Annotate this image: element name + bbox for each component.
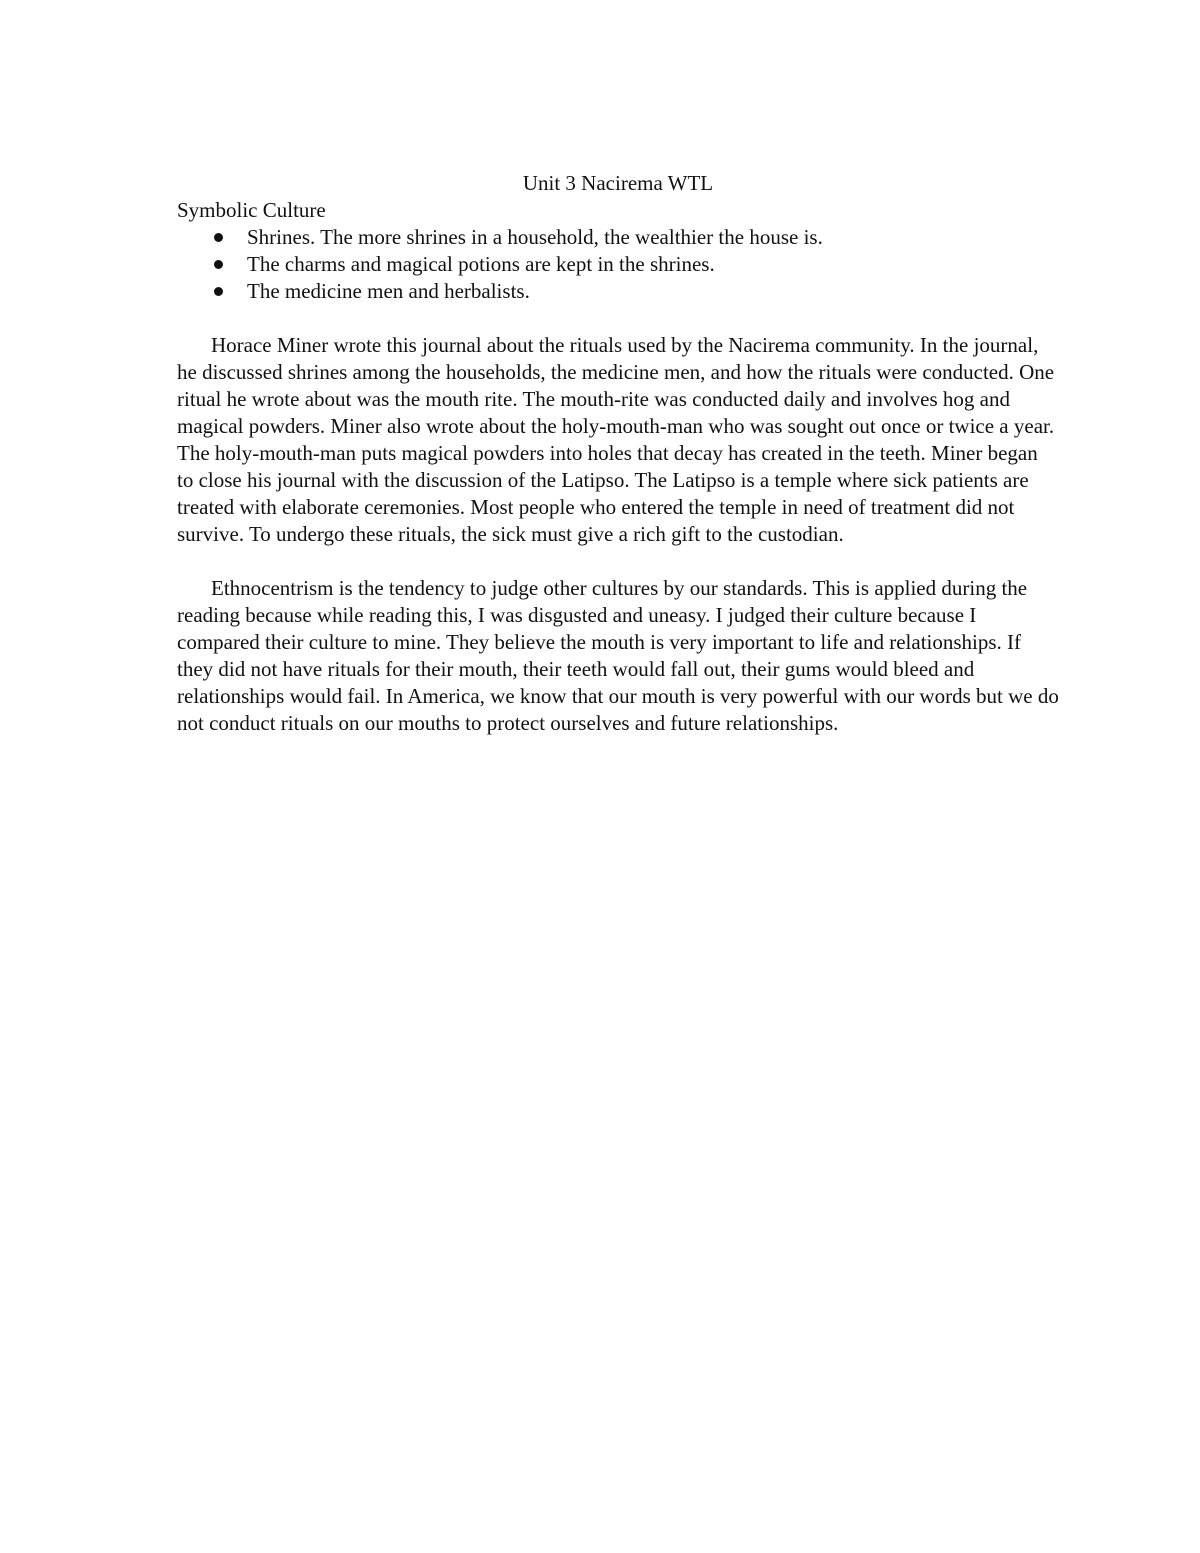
bullet-item	[247, 278, 1059, 305]
bullet-item	[247, 224, 1059, 251]
bullet-text: Shrines. The more shrines in a household, the wealthier the house is.	[247, 225, 823, 249]
bullet-dot-icon	[214, 260, 223, 269]
document-body	[177, 170, 1059, 737]
paragraph-summary: Horace Miner wrote this journal about the rituals used by the Nacirema community. In the journal, he discussed shrines among the households, the medicine men, and how the rituals were conducted. One ritual he wrote about was the mouth rite. The mouth-rite was conducted daily and involves hog and magical powders. Miner also wrote about the holy-mouth-man who was sought out once or twice a year. The holy-mouth-man puts magical powders into holes that decay has created in the teeth. Miner began to close his journal with the discussion of the Latipso. The Latipso is a temple where sick patients are treated with elaborate ceremonies. Most people who entered the temple in need of treatment did not survive. To undergo these rituals, the sick must give a rich gift to the custodian.	[177, 333, 1055, 546]
document-title: Unit 3 Nacirema WTL	[522, 171, 714, 195]
blank-line	[177, 548, 1059, 575]
bullet-dot-icon	[214, 233, 223, 242]
section-heading: Symbolic Culture	[177, 198, 326, 222]
bullet-text: The medicine men and herbalists.	[247, 279, 530, 303]
blank-line	[177, 305, 1059, 332]
bullet-list	[177, 224, 1059, 305]
bullet-item	[247, 251, 1059, 278]
bullet-text: The charms and magical potions are kept in the shrines.	[247, 252, 715, 276]
paragraph-ethnocentrism: Ethnocentrism is the tendency to judge other cultures by our standards. This is applied during the reading because while reading this, I was disgusted and uneasy. I judged their culture because I compared their culture to mine. They believe the mouth is very important to life and relationships. If they did not have rituals for their mouth, their teeth would fall out, their gums would bleed and relationships would fail. In America, we know that our mouth is very powerful with our words but we do not conduct rituals on our mouths to protect ourselves and future relationships.	[177, 576, 1059, 735]
bullet-dot-icon	[214, 287, 223, 296]
